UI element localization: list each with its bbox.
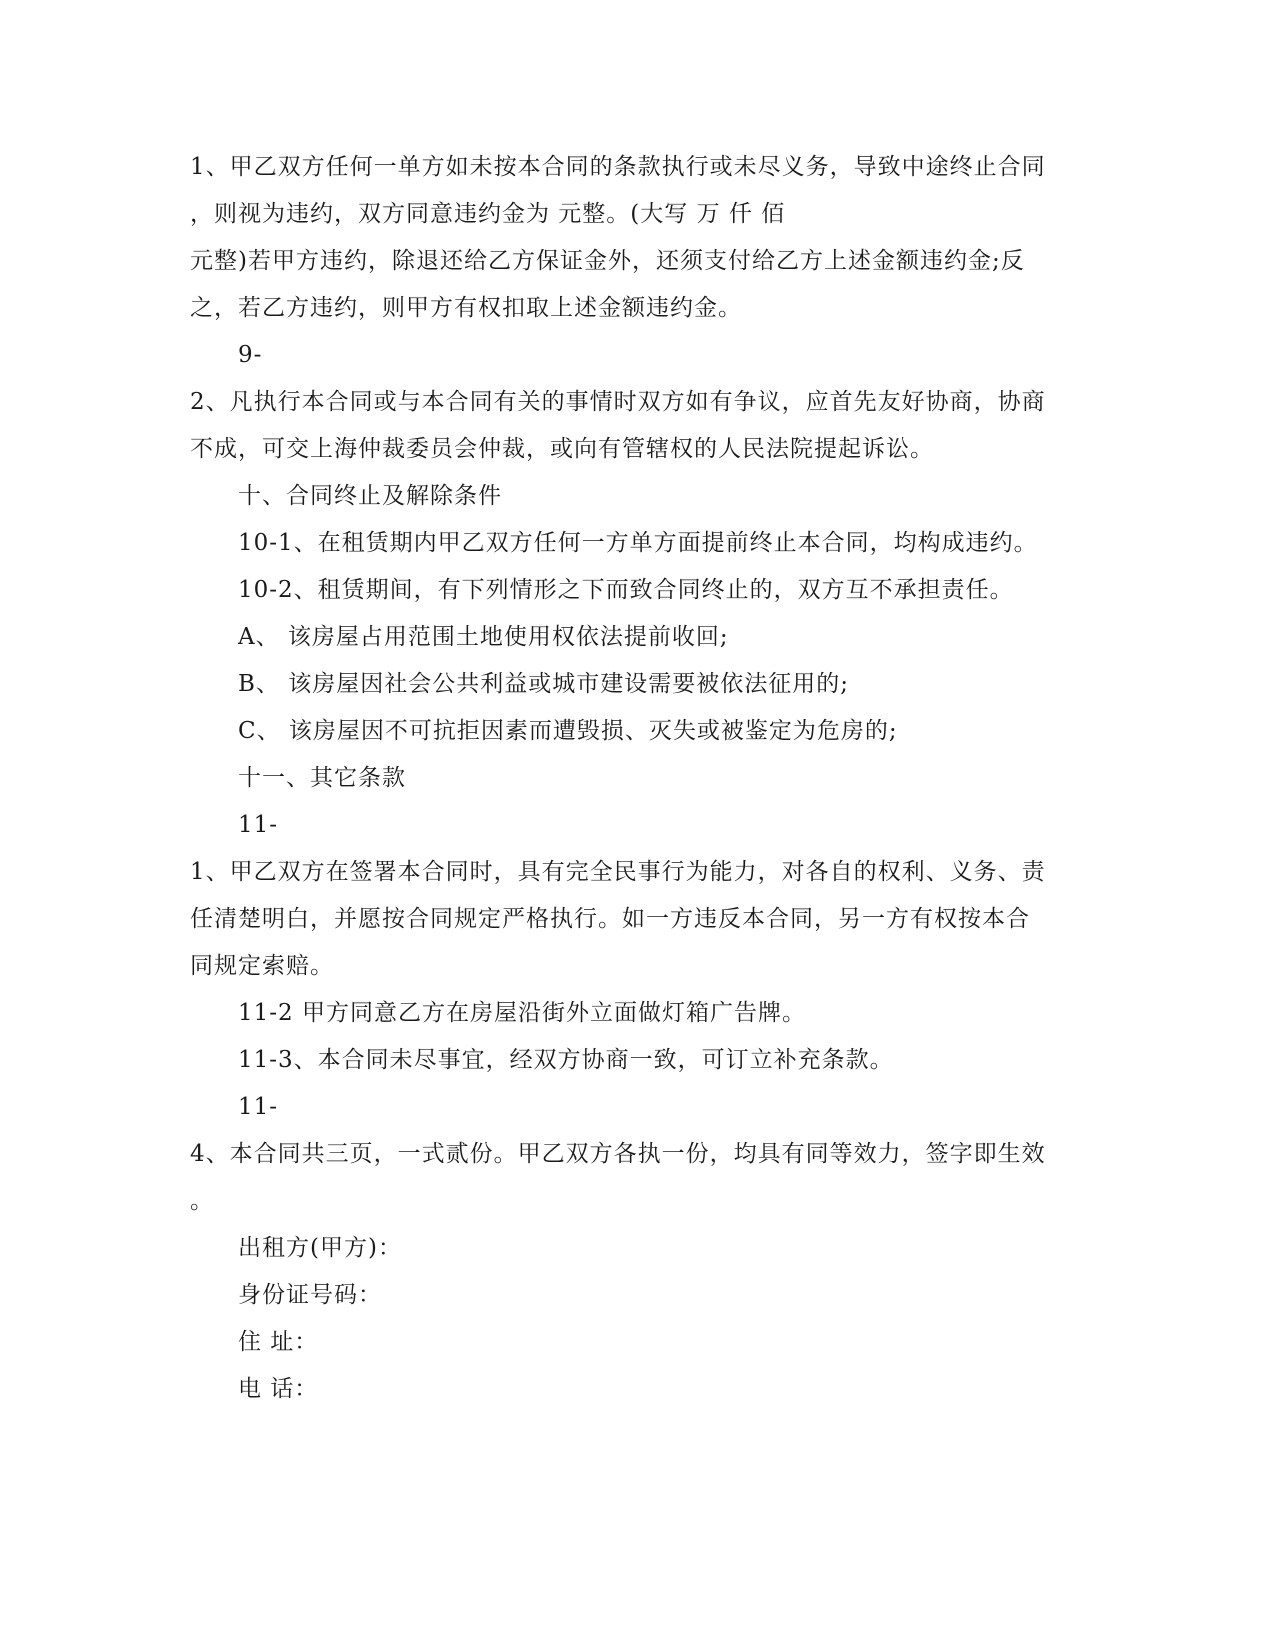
clause-11-4-line-1: 4、本合同共三页，一式贰份。甲乙双方各执一份，均具有同等效力，签字即生效: [190, 1141, 1046, 1167]
list-item-b: B、 该房屋因社会公共利益或城市建设需要被依法征用的;: [238, 671, 849, 697]
clause-9-1-line-3: 元整)若甲方违约，除退还给乙方保证金外，还须支付给乙方上述金额违约金;反: [190, 248, 1025, 274]
clause-11-2: 11-2 甲方同意乙方在房屋沿街外立面做灯箱广告牌。: [238, 1000, 806, 1026]
clause-9-1-line-4: 之，若乙方违约，则甲方有权扣取上述金额违约金。: [190, 295, 742, 321]
clause-11-3: 11-3、本合同未尽事宜，经双方协商一致，可订立补充条款。: [238, 1047, 894, 1073]
list-item-c: C、 该房屋因不可抗拒因素而遭毁损、灭失或被鉴定为危房的;: [238, 718, 898, 744]
id-number-label: 身份证号码：: [238, 1282, 382, 1308]
clause-number-11-b: 11-: [238, 1094, 279, 1120]
clause-11-4-line-2: 。: [190, 1188, 214, 1214]
clause-10-1: 10-1、在租赁期内甲乙双方任何一方单方面提前终止本合同，均构成违约。: [238, 530, 1038, 556]
section-heading-11: 十一、其它条款: [238, 765, 406, 791]
phone-label: 电 话：: [238, 1376, 319, 1402]
clause-11-1-line-3: 同规定索赔。: [190, 953, 334, 979]
address-label: 住 址：: [238, 1329, 319, 1355]
clause-9-1-line-2: ，则视为违约，双方同意违约金为 元整。(大写 万 仟 佰: [190, 201, 786, 227]
clause-number-9: 9-: [238, 342, 263, 368]
clause-9-2-line-1: 2、凡执行本合同或与本合同有关的事情时双方如有争议，应首先友好协商，协商: [190, 389, 1046, 415]
clause-10-2: 10-2、租赁期间，有下列情形之下而致合同终止的，双方互不承担责任。: [238, 577, 1014, 603]
list-item-a: A、 该房屋占用范围土地使用权依法提前收回;: [238, 624, 729, 650]
lessor-label: 出租方(甲方)：: [238, 1235, 402, 1261]
clause-11-1-line-1: 1、甲乙双方在签署本合同时，具有完全民事行为能力，对各自的权利、义务、责: [190, 859, 1046, 885]
section-heading-10: 十、合同终止及解除条件: [238, 483, 502, 509]
clause-9-1-line-1: 1、甲乙双方任何一单方如未按本合同的条款执行或未尽义务，导致中途终止合同: [190, 154, 1046, 180]
clause-11-1-line-2: 任清楚明白，并愿按合同规定严格执行。如一方违反本合同，另一方有权按本合: [190, 906, 1030, 932]
clause-9-2-line-2: 不成，可交上海仲裁委员会仲裁，或向有管辖权的人民法院提起诉讼。: [190, 436, 934, 462]
clause-number-11-a: 11-: [238, 812, 279, 838]
